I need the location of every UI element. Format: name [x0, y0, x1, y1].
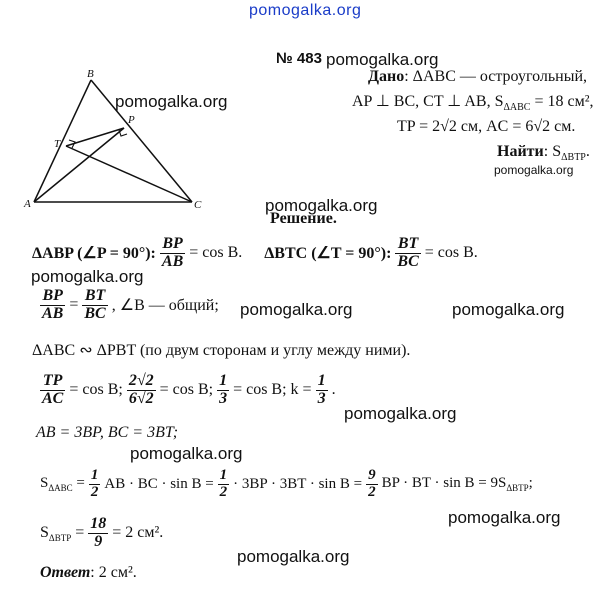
- label-p: P: [128, 114, 135, 126]
- fraction: $\frac{2√2}{6√2}$: [128, 372, 154, 407]
- watermark: pomogalka.org: [326, 50, 439, 69]
- answer-line: Ответ: 2 см².: [40, 564, 137, 581]
- triangle-figure: [20, 68, 210, 213]
- watermark: pomogalka.org: [115, 92, 228, 111]
- watermark: pomogalka.org: [452, 300, 565, 319]
- watermark: pomogalka.org: [31, 267, 144, 286]
- fraction: $\frac{BT}{BC}$: [397, 235, 419, 270]
- watermark: pomogalka.org: [494, 163, 574, 177]
- fraction: $\frac{1}{2}$: [90, 467, 99, 500]
- label-b: B: [87, 68, 94, 80]
- fraction: $\frac{1}{2}$: [219, 467, 228, 500]
- given-line-1: Дано: ΔABC — остроугольный,: [368, 68, 588, 85]
- solution-header: Решение.: [270, 210, 337, 227]
- watermark: pomogalka.org: [240, 300, 353, 319]
- given-line-2: AP ⊥ BC, CT ⊥ AB, $S_{\Delta ABC} = 18$ см²,: [352, 93, 594, 114]
- fraction: $\frac{9}{2}$: [368, 467, 376, 500]
- fraction: $\frac{1}{3}$: [219, 372, 228, 407]
- fraction: $\frac{BP}{AB}$: [42, 287, 64, 322]
- fraction: $\frac{BT}{BC}$: [84, 287, 106, 322]
- solution-line-4: $\frac{TP}{AC}$ = cos B; $\frac{2√2}{6√2}$ = cos B; $\frac{1}{3}$ = cos B; k = $\frac{1}{3}$ .: [42, 372, 336, 407]
- solution-line-6: $S_{\Delta ABC}$ = $\frac{1}{2}$ AB · BC · sin B = $\frac{1}{2}$ · 3BP · 3BT · sin B = $\frac{9}{2}$ BP · BT · $\sin B = 9S_{\Delta BTP}$;: [40, 467, 533, 500]
- solution-line-3: ΔABC ∾ ΔPBT (по двум сторонам и углу между ними).: [32, 342, 411, 359]
- watermark: pomogalka.org: [448, 508, 561, 527]
- solution-line-1: ΔABP (∠P = 90°): $\frac{BP}{AB}$ = cos B. ΔBTC (∠T = 90°): $\frac{BT}{BC}$ = cos B.: [32, 235, 478, 270]
- find-line: Найти: $S_{\Delta BTP}$.: [497, 143, 590, 164]
- watermark: pomogalka.org: [265, 196, 378, 215]
- fraction: $\frac{1}{3}$: [317, 372, 326, 407]
- label-t: T: [54, 138, 61, 150]
- problem-number: № 483: [276, 50, 322, 67]
- fraction: $\frac{BP}{AB}$: [161, 235, 184, 270]
- label-a: A: [24, 198, 31, 210]
- watermark: pomogalka.org: [344, 404, 457, 423]
- solution-line-2: $\frac{BP}{AB}$ = $\frac{BT}{BC}$ , ∠B — общий;: [42, 287, 219, 322]
- solution-line-5: AB = 3BP, BC = 3BT;: [36, 424, 179, 441]
- watermark: pomogalka.org: [237, 547, 350, 566]
- altitude-ct: [66, 146, 192, 202]
- label-c: C: [194, 199, 202, 211]
- top-watermark: pomogalka.org: [249, 2, 362, 19]
- solution-line-7: $S_{\Delta BTP}$ = $\frac{18}{9}$ = 2 см².: [40, 515, 164, 550]
- fraction: $\frac{TP}{AC}$: [42, 372, 64, 407]
- watermark: pomogalka.org: [130, 444, 243, 463]
- fraction: $\frac{18}{9}$: [90, 515, 107, 550]
- given-line-3: TP = 2√2 см, AC = 6√2 см.: [397, 118, 576, 135]
